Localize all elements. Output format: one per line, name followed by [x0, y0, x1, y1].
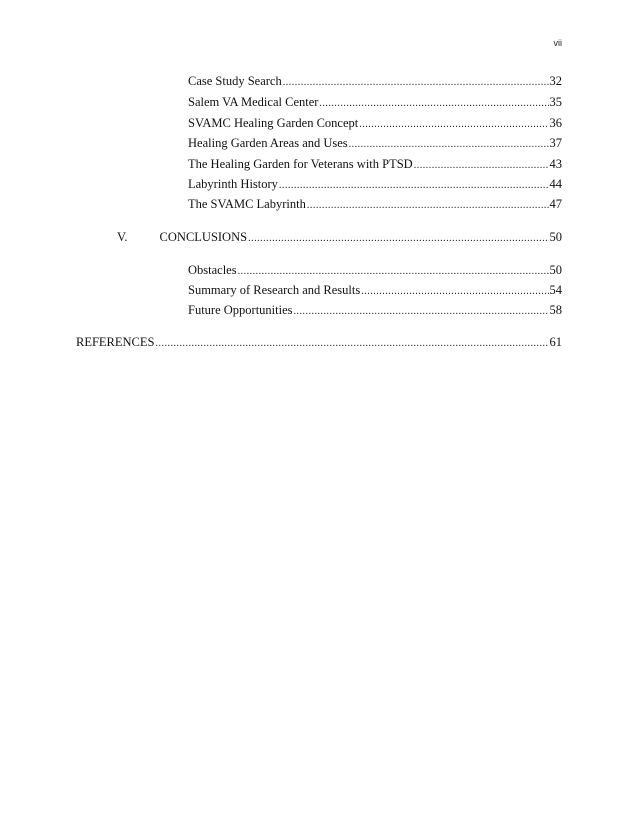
toc-entry-page: 37	[549, 136, 562, 150]
toc-entry-summary-of-research	[188, 282, 562, 299]
toc-leader-dots	[248, 230, 548, 247]
toc-entry-page: 50	[549, 230, 562, 244]
toc-chapter-number: V.	[117, 230, 128, 244]
toc-entry-title: Summary of Research and Results	[188, 283, 361, 297]
toc-leader-dots	[359, 116, 548, 133]
toc-entry-healing-garden-ptsd	[188, 156, 562, 173]
toc-entry-page: 36	[549, 116, 562, 130]
toc-leader-dots	[319, 95, 548, 112]
toc-entry-page: 54	[549, 283, 562, 297]
toc-entry-title: Case Study Search	[188, 74, 282, 88]
toc-leader-dots	[294, 303, 549, 320]
toc-entry-svamc-labyrinth	[188, 196, 562, 213]
toc-entry-svamc-healing-garden-concept	[188, 115, 562, 132]
toc-entry-page: 47	[549, 197, 562, 211]
toc-leader-dots	[361, 283, 548, 300]
toc-entry-future-opportunities	[188, 302, 562, 319]
page-number: vii	[553, 38, 562, 48]
toc-entry-labyrinth-history	[188, 176, 562, 193]
toc-references-title: REFERENCES	[76, 335, 155, 349]
toc-entry-title: The Healing Garden for Veterans with PTSD	[188, 157, 413, 171]
toc-entry-page: 61	[549, 335, 562, 349]
toc-entry-title: Obstacles	[188, 263, 237, 277]
toc-leader-dots	[279, 177, 549, 194]
toc-chapter-title: CONCLUSIONS	[159, 230, 248, 244]
toc-entry-case-study-search	[188, 73, 562, 90]
toc-leader-dots	[414, 157, 549, 174]
toc-entry-page: 44	[549, 177, 562, 191]
toc-entry-page: 32	[549, 74, 562, 88]
toc-leader-dots	[283, 74, 549, 91]
toc-entry-page: 58	[549, 303, 562, 317]
toc-entry-title: SVAMC Healing Garden Concept	[188, 116, 359, 130]
toc-entry-page: 35	[549, 95, 562, 109]
toc-entry-title: Healing Garden Areas and Uses	[188, 136, 348, 150]
toc-references	[76, 334, 562, 351]
toc-entry-title: Future Opportunities	[188, 303, 293, 317]
toc-entry-title: The SVAMC Labyrinth	[188, 197, 306, 211]
toc-entry-healing-garden-areas	[188, 135, 562, 152]
toc-entry-page: 50	[549, 263, 562, 277]
toc-leader-dots	[349, 136, 549, 153]
toc-leader-dots	[156, 335, 549, 352]
toc-chapter-conclusions	[117, 229, 562, 246]
toc-entry-title: Labyrinth History	[188, 177, 278, 191]
toc-entry-obstacles	[188, 262, 562, 279]
toc-leader-dots	[238, 263, 549, 280]
toc-entry-title: Salem VA Medical Center	[188, 95, 319, 109]
toc-entry-page: 43	[549, 157, 562, 171]
toc-leader-dots	[307, 197, 549, 214]
toc-entry-salem-va-medical-center	[188, 94, 562, 111]
